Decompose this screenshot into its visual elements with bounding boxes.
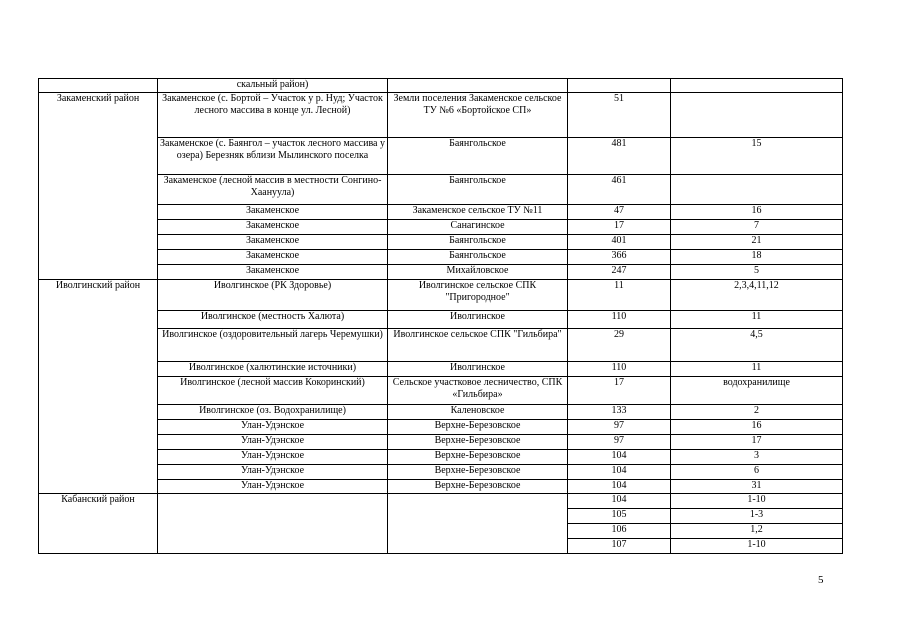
- owner-cell: Верхне-Березовское: [388, 480, 568, 494]
- table-row: [39, 138, 843, 175]
- quarter-cell: 110: [568, 362, 671, 377]
- quarter-cell: 29: [568, 329, 671, 362]
- section-cell: 31: [671, 480, 843, 494]
- owner-cell: Баянгольское: [388, 175, 568, 205]
- owner-cell: Сельское участковое лесничество, СПК «Гильбира»: [388, 377, 568, 405]
- owner-cell: Верхне-Березовское: [388, 450, 568, 465]
- section-cell: 18: [671, 250, 843, 265]
- quarter-cell: [568, 79, 671, 93]
- quarter-cell: 51: [568, 93, 671, 138]
- place-cell: Закаменское: [158, 265, 388, 280]
- owner-cell: Верхне-Березовское: [388, 435, 568, 450]
- table-row: [39, 362, 843, 377]
- table-row: [39, 494, 843, 509]
- district-cell: [39, 79, 158, 93]
- quarter-cell: 47: [568, 205, 671, 220]
- quarter-cell: 461: [568, 175, 671, 205]
- section-cell: 16: [671, 420, 843, 435]
- place-cell: Закаменское: [158, 250, 388, 265]
- owner-cell: Баянгольское: [388, 250, 568, 265]
- place-cell: Закаменское: [158, 205, 388, 220]
- place-cell: Улан-Удэнское: [158, 480, 388, 494]
- place-cell: Иволгинское (оздоровительный лагерь Черемушки): [158, 329, 388, 362]
- section-cell: 11: [671, 311, 843, 329]
- section-cell: 17: [671, 435, 843, 450]
- table-row: [39, 480, 843, 494]
- section-cell: [671, 175, 843, 205]
- quarter-cell: 104: [568, 494, 671, 509]
- quarter-cell: 104: [568, 450, 671, 465]
- table-row: [39, 220, 843, 235]
- quarter-cell: 366: [568, 250, 671, 265]
- owner-cell: Иволгинское сельское СПК "Пригородное": [388, 280, 568, 311]
- quarter-cell: 110: [568, 311, 671, 329]
- quarter-cell: 106: [568, 524, 671, 539]
- section-cell: [671, 93, 843, 138]
- place-cell: Улан-Удэнское: [158, 420, 388, 435]
- owner-cell: [388, 494, 568, 554]
- section-cell: 4,5: [671, 329, 843, 362]
- table-row: [39, 250, 843, 265]
- section-cell: 11: [671, 362, 843, 377]
- section-cell: 16: [671, 205, 843, 220]
- owner-cell: [388, 79, 568, 93]
- owner-cell: Баянгольское: [388, 235, 568, 250]
- place-cell: Закаменское (с. Баянгол – участок лесного массива у озера) Березняк вблизи Мылинского поселка: [158, 138, 388, 175]
- place-cell: Закаменское: [158, 235, 388, 250]
- table-row: [39, 79, 843, 93]
- table-row: [39, 265, 843, 280]
- table-row: [39, 377, 843, 405]
- quarter-cell: 11: [568, 280, 671, 311]
- place-cell: [158, 494, 388, 554]
- section-cell: 3: [671, 450, 843, 465]
- district-zakamensky: Закаменский район: [39, 93, 158, 280]
- table-row: [39, 435, 843, 450]
- district-ivolginsky: Иволгинский район: [39, 280, 158, 494]
- quarter-cell: 17: [568, 377, 671, 405]
- section-cell: 2: [671, 405, 843, 420]
- quarter-cell: 17: [568, 220, 671, 235]
- section-cell: 1,2: [671, 524, 843, 539]
- table-row: [39, 175, 843, 205]
- quarter-cell: 247: [568, 265, 671, 280]
- quarter-cell: 105: [568, 509, 671, 524]
- owner-cell: Баянгольское: [388, 138, 568, 175]
- owner-cell: Михайловское: [388, 265, 568, 280]
- table-row: [39, 405, 843, 420]
- quarter-cell: 481: [568, 138, 671, 175]
- owner-cell: Иволгинское: [388, 311, 568, 329]
- owner-cell: Верхне-Березовское: [388, 465, 568, 480]
- owner-cell: Каленовское: [388, 405, 568, 420]
- place-cell: Закаменское: [158, 220, 388, 235]
- place-cell: Иволгинское (оз. Водохранилище): [158, 405, 388, 420]
- quarter-cell: 97: [568, 420, 671, 435]
- table-row: [39, 311, 843, 329]
- place-cell: Улан-Удэнское: [158, 435, 388, 450]
- district-kabansky: Кабанский район: [39, 494, 158, 554]
- owner-cell: Закаменское сельское ТУ №11: [388, 205, 568, 220]
- owner-cell: Земли поселения Закаменское сельское ТУ №6 «Бортойское СП»: [388, 93, 568, 138]
- table-row: [39, 93, 843, 138]
- quarter-cell: 104: [568, 465, 671, 480]
- section-cell: 1-10: [671, 539, 843, 554]
- place-cell: Улан-Удэнское: [158, 465, 388, 480]
- section-cell: 1-3: [671, 509, 843, 524]
- quarter-cell: 97: [568, 435, 671, 450]
- table-row: [39, 205, 843, 220]
- table-row: [39, 465, 843, 480]
- page-number: 5: [818, 574, 824, 586]
- owner-cell: Иволгинское сельское СПК "Гильбира": [388, 329, 568, 362]
- forest-plots-table: [38, 78, 843, 554]
- owner-cell: Санагинское: [388, 220, 568, 235]
- quarter-cell: 104: [568, 480, 671, 494]
- section-cell: 1-10: [671, 494, 843, 509]
- quarter-cell: 107: [568, 539, 671, 554]
- table-row: [39, 235, 843, 250]
- section-cell: 15: [671, 138, 843, 175]
- section-cell: [671, 79, 843, 93]
- table-row: [39, 450, 843, 465]
- table-row: [39, 420, 843, 435]
- section-cell: 2,3,4,11,12: [671, 280, 843, 311]
- quarter-cell: 133: [568, 405, 671, 420]
- section-cell: 5: [671, 265, 843, 280]
- place-cell: Иволгинское (лесной массив Кокоринский): [158, 377, 388, 405]
- quarter-cell: 401: [568, 235, 671, 250]
- owner-cell: Иволгинское: [388, 362, 568, 377]
- section-cell: 7: [671, 220, 843, 235]
- place-cell: Иволгинское (РК Здоровье): [158, 280, 388, 311]
- place-cell: Закаменское (лесной массив в местности Сонгино-Хаануула): [158, 175, 388, 205]
- place-cell: Улан-Удэнское: [158, 450, 388, 465]
- table-row: [39, 280, 843, 311]
- place-cell: Иволгинское (местность Халюта): [158, 311, 388, 329]
- section-cell: 21: [671, 235, 843, 250]
- owner-cell: Верхне-Березовское: [388, 420, 568, 435]
- place-cell: скальный район): [158, 79, 388, 93]
- section-cell: 6: [671, 465, 843, 480]
- place-cell: Иволгинское (халютинские источники): [158, 362, 388, 377]
- section-cell: водохранилище: [671, 377, 843, 405]
- place-cell: Закаменское (с. Бортой – Участок у р. Нуд; Участок лесного массива в конце ул. Лесной): [158, 93, 388, 138]
- table-row: [39, 329, 843, 362]
